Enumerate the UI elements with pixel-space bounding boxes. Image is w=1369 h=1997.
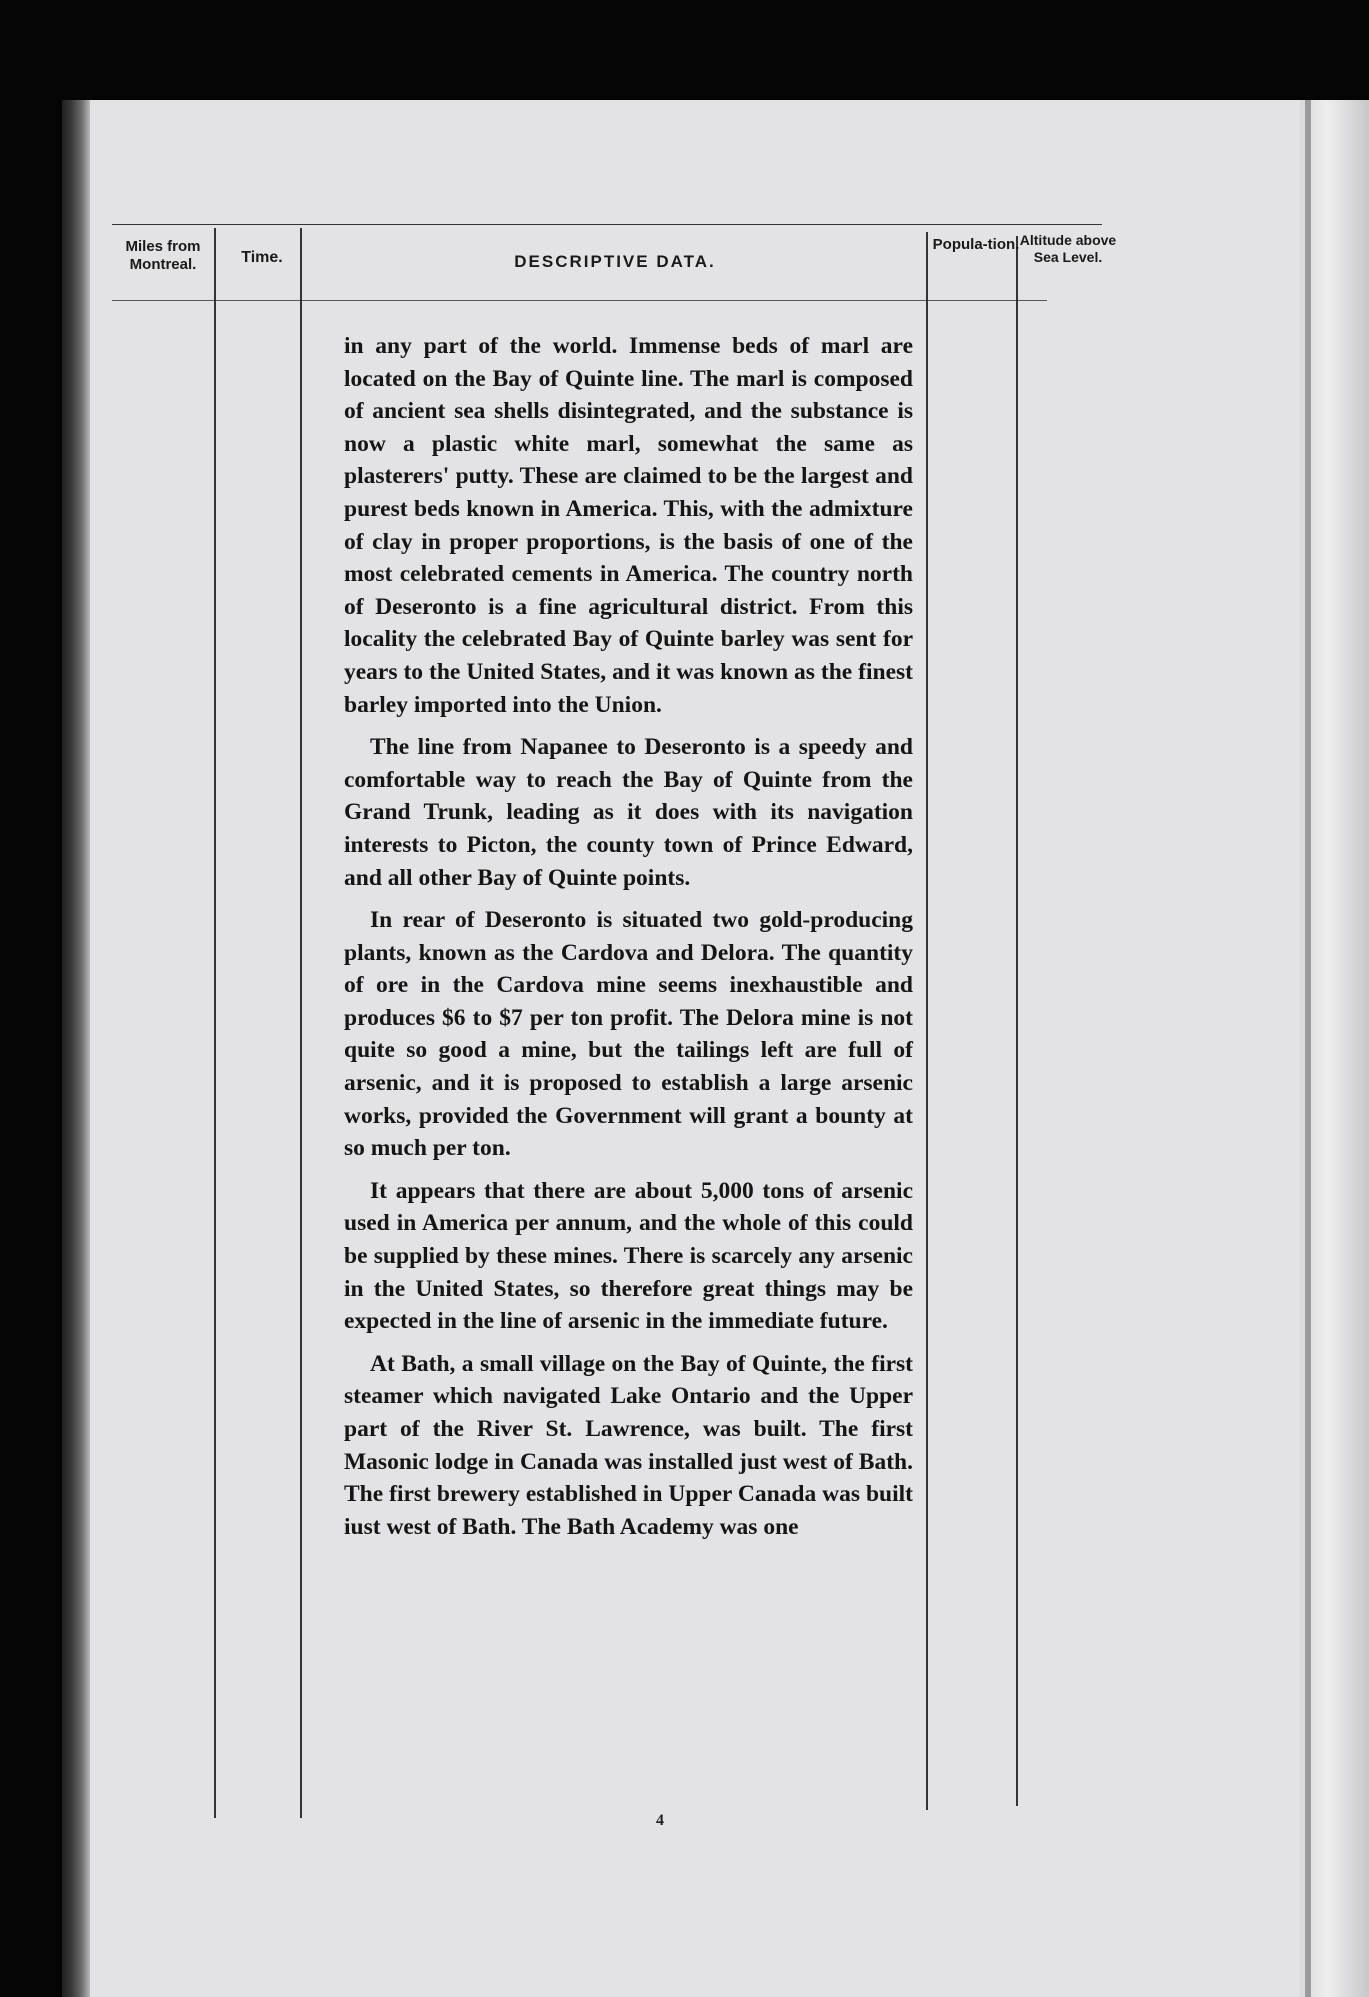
header-descriptive-data: DESCRIPTIVE DATA. xyxy=(514,252,716,271)
column-rule-miles xyxy=(214,228,216,1818)
header-time: Time. xyxy=(241,249,283,266)
header-population: Popula-tion. xyxy=(932,236,1020,253)
paragraph: At Bath, a small village on the Bay of Quinte, the first steamer which navigated Lake Ontario and the Upper part of the River St. Lawrence, was built. The first Masonic lodge in Canada was installed just west of Bath. The first brewery established in Upper Canada was built iust west of Bath. The Bath Academy was one xyxy=(344,1350,913,1540)
page-edge-shadow xyxy=(1305,100,1311,1997)
column-rule-desc xyxy=(926,232,928,1810)
header-bottom-rule xyxy=(112,300,1047,301)
header-altitude: Altitude above Sea Level. xyxy=(1019,232,1117,265)
paragraph: It appears that there are about 5,000 tons of arsenic used in America per annum, and the whole of this could be supplied by these mines. There is scarcely any arsenic in the United States, so therefore great things may be expected in the line of arsenic in the immediate future. xyxy=(344,1177,913,1335)
column-rule-pop xyxy=(1016,236,1018,1806)
book-spine-shadow xyxy=(62,100,90,1997)
header-top-rule xyxy=(112,224,1102,225)
header-miles-from-montreal: Miles from Montreal. xyxy=(125,238,201,273)
page-number: 4 xyxy=(656,1812,664,1829)
paragraph: in any part of the world. Immense beds of marl are located on the Bay of Quinte line. The marl is composed of ancient sea shells disintegrated, and the substance is now a plastic white marl, somewhat the same as plasterers' putty. These are claimed to be the largest and purest beds known in America. This, with the admixture of clay in proper proportions, is the basis of one of the most celebrated cements in America. The country north of Deseronto is a fine agricultural district. From this locality the celebrated Bay of Quinte barley was sent for years to the United States, and it was known as the finest barley imported into the Union. xyxy=(344,333,913,718)
paragraph: In rear of Deseronto is situated two gold-producing plants, known as the Cardova and Delora. The quantity of ore in the Cardova mine seems inexhaustible and produces $6 to $7 per ton profit. The Delora mine is not quite so good a mine, but the tailings left are full of arsenic, and it is proposed to establish a large arsenic works, provided the Government will grant a bounty at so much per ton. xyxy=(344,907,913,1162)
column-rule-time xyxy=(300,228,302,1818)
paragraph: The line from Napanee to Deseronto is a speedy and comfortable way to reach the Bay of Quinte from the Grand Trunk, leading as it does with its navigation interests to Picton, the county town of Prince Edward, and all other Bay of Quinte points. xyxy=(344,734,913,891)
descriptive-text xyxy=(344,330,913,1553)
